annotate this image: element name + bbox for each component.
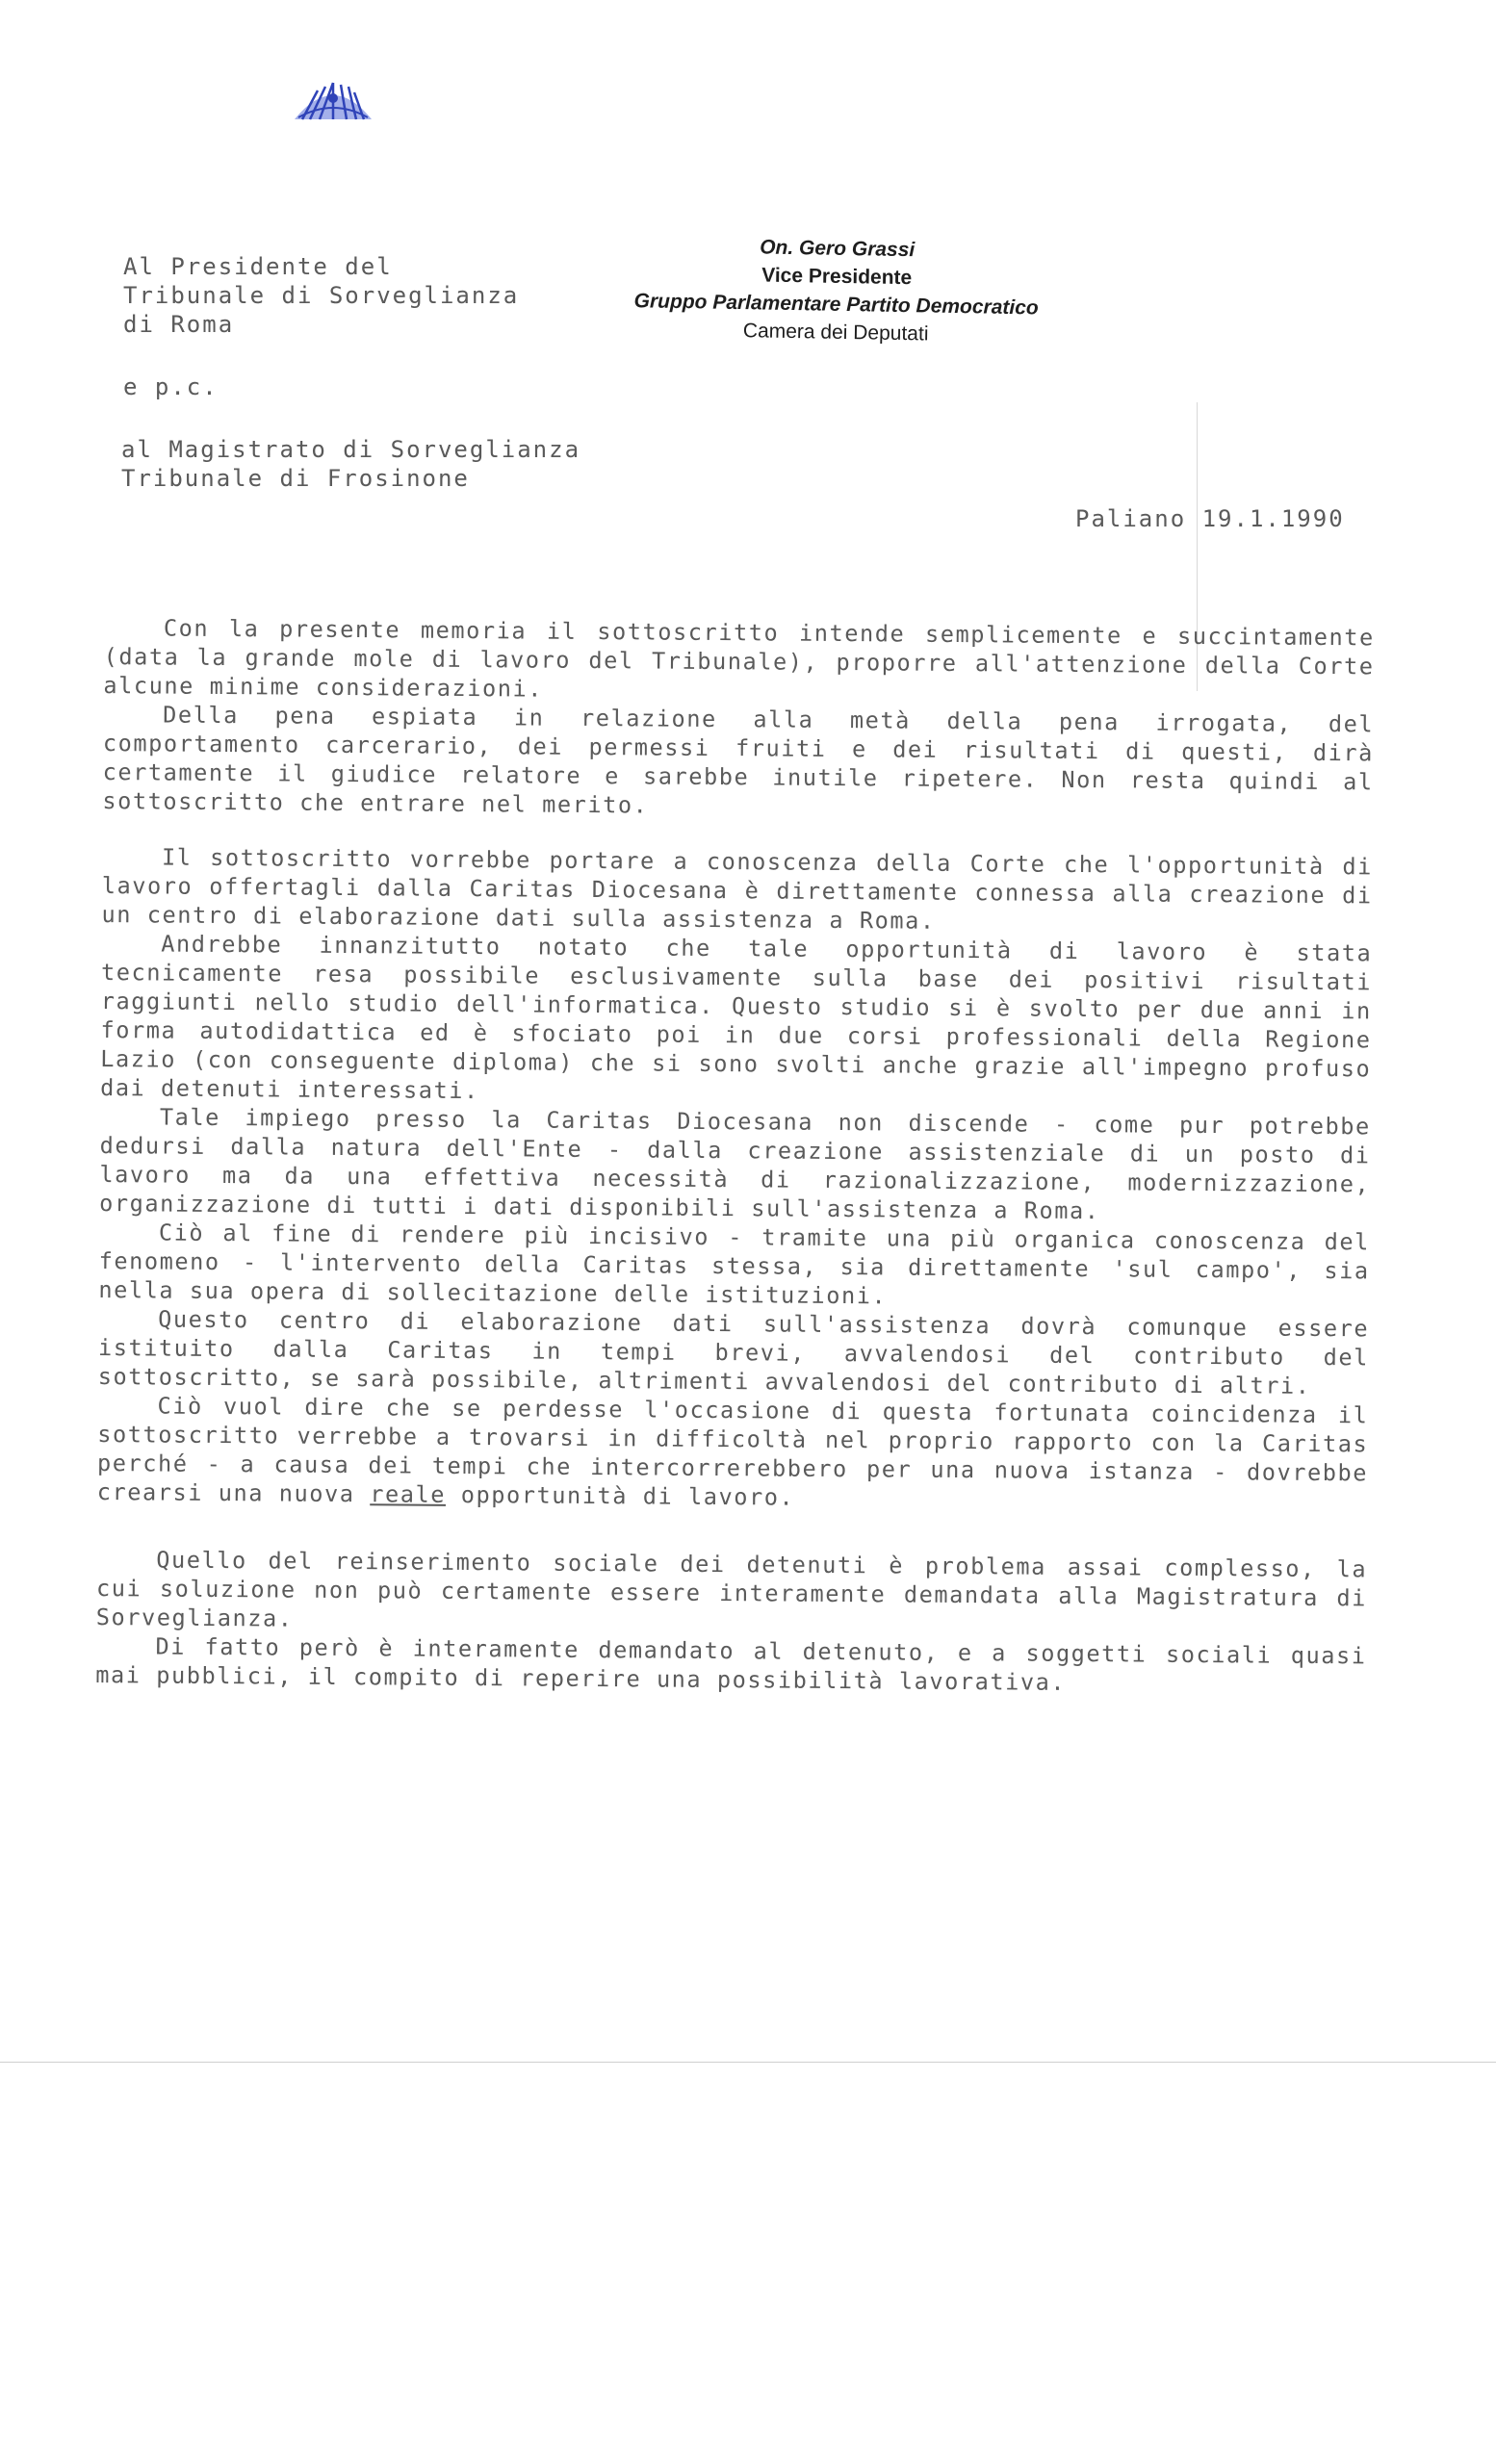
emblem-icon — [289, 79, 377, 123]
addressee-line: di Roma — [123, 311, 235, 338]
paragraph — [97, 1391, 1369, 1516]
letterhead-chamber: Camera dei Deputati — [742, 320, 929, 346]
underlined-word: reale — [370, 1480, 447, 1508]
place-date: Paliano 19.1.1990 — [1075, 505, 1345, 532]
letter-body — [95, 613, 1375, 1699]
paragraph: Della pena espiata in relazione alla metà della pena irrogata, del comportamento carcerario, dei permessi fruiti e dei risultati di questi, dirà certamente il giudice relatore e sarebbe inutile ripetere. Non resta quindi al sottoscritto che entrare nel merito. — [102, 701, 1375, 819]
paragraph: Tale impiego presso la Caritas Diocesana non discende - come pur potrebbe dedursi dalla natura dell'Ente - dalla creazione assistenziale di un posto di lavoro ma da una effettiva necessità di razionalizzazione, modernizzazione, organizzazione di tutti i dati disponibili sull'assistenza a Roma. — [99, 1103, 1371, 1225]
cc-line: e p.c. — [123, 373, 219, 400]
paragraph: Di fatto però è interamente demandato al detenuto, e a soggetti sociali quasi mai pubblici, il compito di reperire una possibilità lavorativa. — [95, 1632, 1367, 1696]
addressee-line: Tribunale di Sorveglianza — [123, 282, 520, 309]
paragraph-tail: opportunità di lavoro. — [460, 1480, 795, 1511]
paragraph-text: Ciò vuol dire che se perdesse l'occasione di questa fortunata coincidenza il sottoscritto verrebbe a trovarsi in difficoltà nel proprio rapporto con la Caritas perché - a causa dei tempi che intercorrerebbero per una nuova istanza - dovrebbe crearsi una nuova — [96, 1392, 1369, 1508]
paragraph: Ciò al fine di rendere più incisivo - tramite una più organica conoscenza del fenomeno - l'intervento della Caritas stessa, sia direttamente 'sul campo', sia nella sua opera di sollecitazione delle istituzioni. — [98, 1219, 1371, 1310]
addressee-line: Al Presidente del — [123, 253, 393, 280]
magistrate-block — [121, 435, 580, 493]
paragraph: Andrebbe innanzitutto notato che tale opportunità di lavoro è stata tecnicamente resa possibile esclusivamente sulla base dei positivi risultati raggiunti nello studio dell'informatica. Questo studio si è svolto per due anni in forma autodidattica ed è sfociato poi in due corsi professionali della Regione Lazio (con conseguente diploma) che si sono svolti anche grazie all'impegno profuso dai detenuti interessati. — [100, 930, 1373, 1105]
magistrate-line: al Magistrato di Sorveglianza — [121, 436, 581, 463]
paragraph: Quello del reinserimento sociale dei detenuti è problema assai complesso, la cui soluzione non può certamente essere interamente demandata alla Magistratura di Sorveglianza. — [95, 1546, 1368, 1632]
letterhead-name: On. Gero Grassi — [759, 236, 916, 262]
paragraph: Questo centro di elaborazione dati sull'assistenza dovrà comunque essere istituito dalla Caritas in tempi brevi, avvalendosi del contributo del sottoscritto, se sarà possibile, altrimenti avvalendosi del contributo di altri. — [97, 1305, 1370, 1399]
magistrate-line: Tribunale di Frosinone — [121, 465, 470, 492]
scan-edge-line — [0, 2062, 1496, 2063]
paragraph: Con la presente memoria il sottoscritto intende semplicemente e succintamente (data la grande mole di lavoro del Tribunale), proporre all'attenzione della Corte alcune minime considerazioni. — [103, 614, 1375, 703]
letterhead-stamp — [624, 231, 1049, 350]
letterhead-role: Vice Presidente — [761, 264, 913, 290]
addressee-block — [123, 252, 519, 339]
paragraph: Il sottoscritto vorrebbe portare a conoscenza della Corte che l'opportunità di lavoro offertagli dalla Caritas Diocesana è direttamente connessa alla creazione di un centro di elaborazione dati sulla assistenza a Roma. — [101, 843, 1374, 935]
letterhead-group: Gruppo Parlamentare Partito Democratico — [633, 290, 1039, 320]
